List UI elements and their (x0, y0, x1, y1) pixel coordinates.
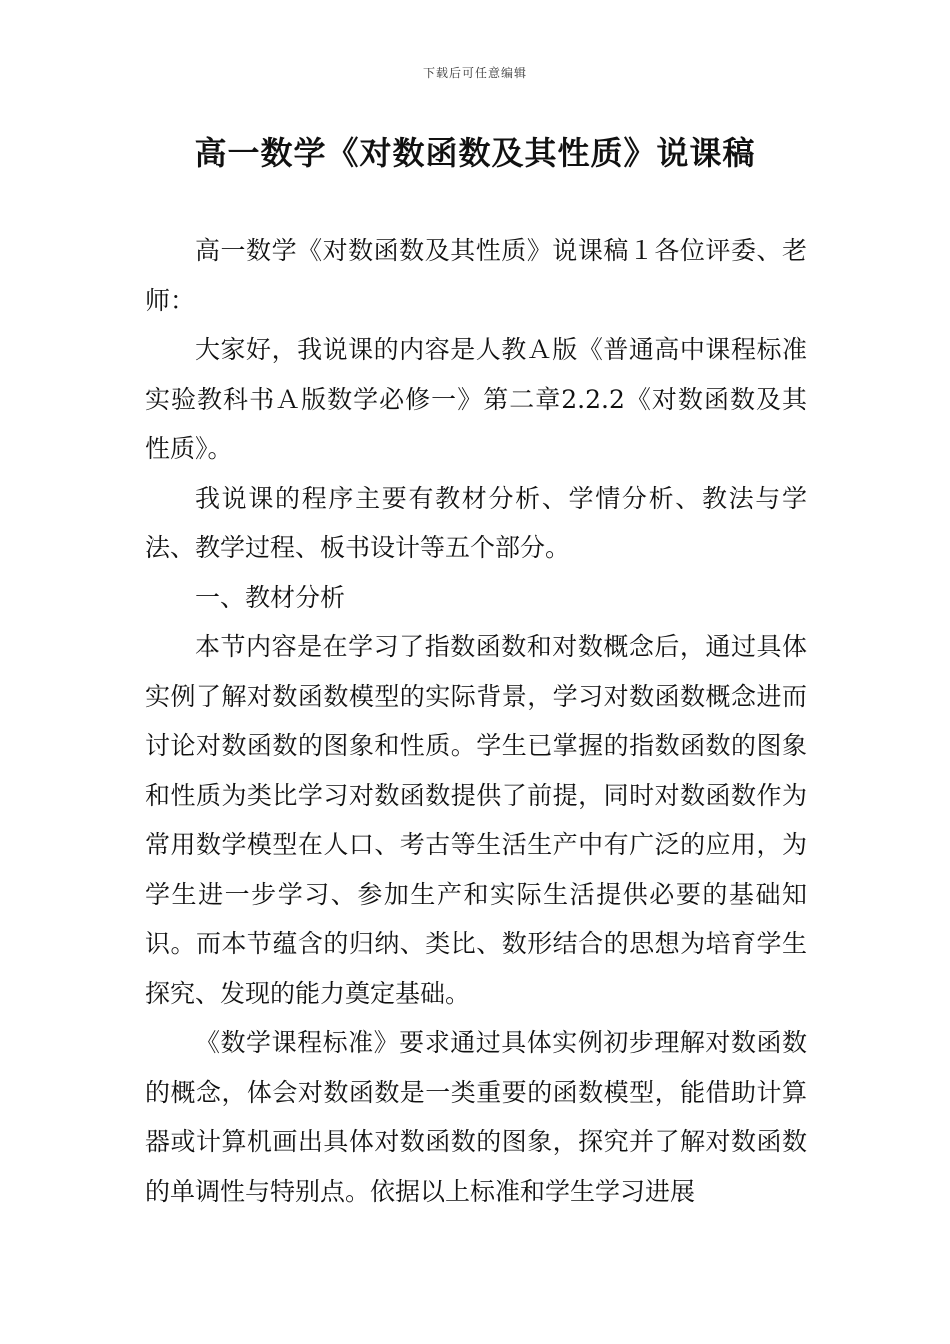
section-heading-textbook-analysis: 一、教材分析 (195, 582, 346, 612)
paragraph-content-analysis: 本节内容是在学习了指数函数和对数概念后，通过具体实例了解对数函数模型的实际背景，学习对数函数概念进而讨论对数函数的图象和性质。学生已掌握的指数函数的图象和性质为类比学习对数函数提供了前提，同时对数函数作为常用数学模型在人口、考古等生活生产中有广泛的应用，为学生进一步学习、参加生产和实际生活提供必要的基础知识。而本节蕴含的归纳、类比、数形结合的思想为培育学生探究、发现的能力奠定基础。 (145, 632, 807, 1008)
paragraph-intro: 大家好，我说课的内容是人教Ａ版《普通高中课程标准实验教科书Ａ版数学必修一》第二章2.2.2《对数函数及其性质》。 (145, 335, 807, 463)
document-title: 高一数学《对数函数及其性质》说课稿 (194, 134, 756, 172)
paragraph-outline: 我说课的程序主要有教材分析、学情分析、教法与学法、教学过程、板书设计等五个部分。 (145, 483, 807, 562)
paragraph-greeting: 高一数学《对数函数及其性质》说课稿１各位评委、老师： (145, 236, 807, 315)
header-note: 下载后可任意编辑 (422, 66, 527, 80)
document-body (145, 226, 807, 1216)
paragraph-curriculum-standard: 《数学课程标准》要求通过具体实例初步理解对数函数的概念，体会对数函数是一类重要的函数模型，能借助计算器或计算机画出具体对数函数的图象，探究并了解对数函数的单调性与特别点。依据以上标准和学生学习进展 (145, 1028, 807, 1206)
